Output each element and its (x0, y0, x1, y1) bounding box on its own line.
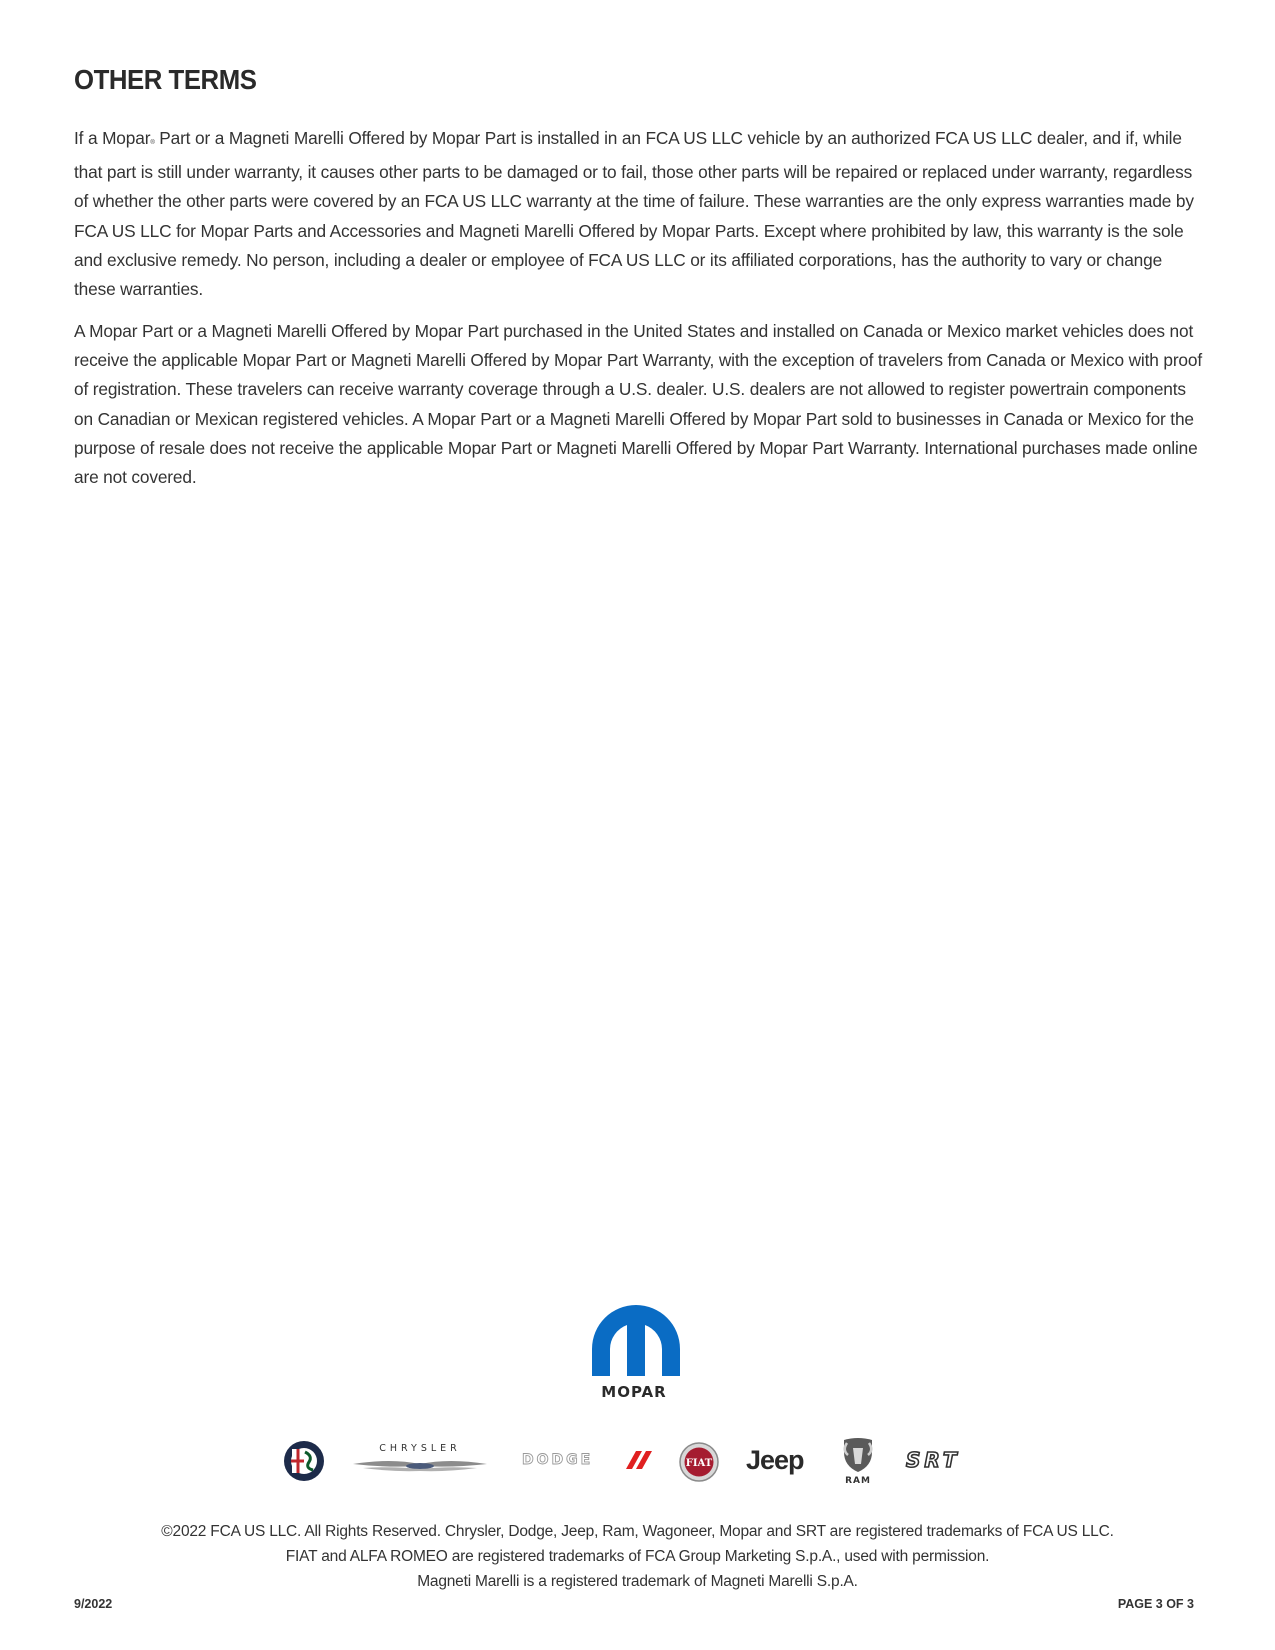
ram-logo (838, 1436, 878, 1486)
paragraph-international-terms: A Mopar Part or a Magneti Marelli Offered by Mopar Part purchased in the United States and installed on Canada or Mexico market vehicles does not receive the applicable Mopar Part or Magneti Marelli Offered by Mopar Part Warranty, with the exception of travelers from Canada or Mexico with proof of registration. These travelers can receive warranty coverage through a U.S. dealer. U.S. dealers are not allowed to register powertrain components on Canadian or Mexican registered vehicles. A Mopar Part or a Magneti Marelli Offered by Mopar Part sold to businesses in Canada or Mexico for the purpose of resale does not receive the applicable Mopar Part or Magneti Marelli Offered by Mopar Part Warranty. International purchases made online are not covered. (74, 321, 1203, 488)
paragraph-warranty-coverage (74, 124, 1206, 304)
ram-logo-text: RAM (845, 1476, 871, 1486)
dodge-logo-text: DODGE (522, 1452, 594, 1468)
copyright-line-2: FIAT and ALFA ROMEO are registered trademarks of FCA Group Marketing S.p.A., used with permission. (285, 1548, 990, 1565)
fiat-logo-text: FIAT (685, 1458, 713, 1469)
page-number: PAGE 3 OF 3 (1117, 1597, 1194, 1611)
chrysler-logo-text: CHRYSLER (379, 1443, 461, 1454)
jeep-logo (746, 1444, 814, 1478)
srt-logo-text: SRT (906, 1448, 961, 1472)
copyright-line-3: Magneti Marelli is a registered trademark of Magneti Marelli S.p.A. (417, 1573, 858, 1590)
srt-logo (902, 1448, 984, 1472)
mopar-logo-text: MOPAR (601, 1383, 667, 1401)
paragraph-1-start: If a Mopar (74, 128, 151, 148)
page-title: OTHER TERMS (74, 64, 257, 95)
footer-date: 9/2022 (74, 1597, 113, 1611)
fiat-logo (679, 1442, 719, 1482)
jeep-logo-text: Jeep (746, 1445, 804, 1475)
chrysler-logo (351, 1442, 489, 1478)
registered-mark: ® (150, 140, 155, 146)
paragraph-1-rest: Part or a Magneti Marelli Offered by Mopar Part is installed in an FCA US LLC vehicle by an authorized FCA US LLC dealer, and if, while that part is still under warranty, it causes other parts to be damaged or to fail, those other parts will be repaired or replaced under warranty, regardless of whether the other parts were covered by an FCA US LLC warranty at the time of failure. These warranties are the only express warranties made by FCA US LLC for Mopar Parts and Accessories and Magneti Marelli Offered by Mopar Parts. Except where prohibited by law, this warranty is the sole and exclusive remedy. No person, including a dealer or employee of FCA US LLC or its affiliated corporations, has the authority to vary or change these warranties. (74, 128, 1194, 300)
dodge-logo (522, 1448, 656, 1472)
copyright-notice (0, 1519, 1275, 1594)
alfa-romeo-logo (283, 1440, 325, 1482)
mopar-logo (584, 1303, 688, 1403)
copyright-line-1: ©2022 FCA US LLC. All Rights Reserved. Chrysler, Dodge, Jeep, Ram, Wagoneer, Mopar and SRT are registered trademarks of FCA US LLC. (161, 1523, 1114, 1540)
